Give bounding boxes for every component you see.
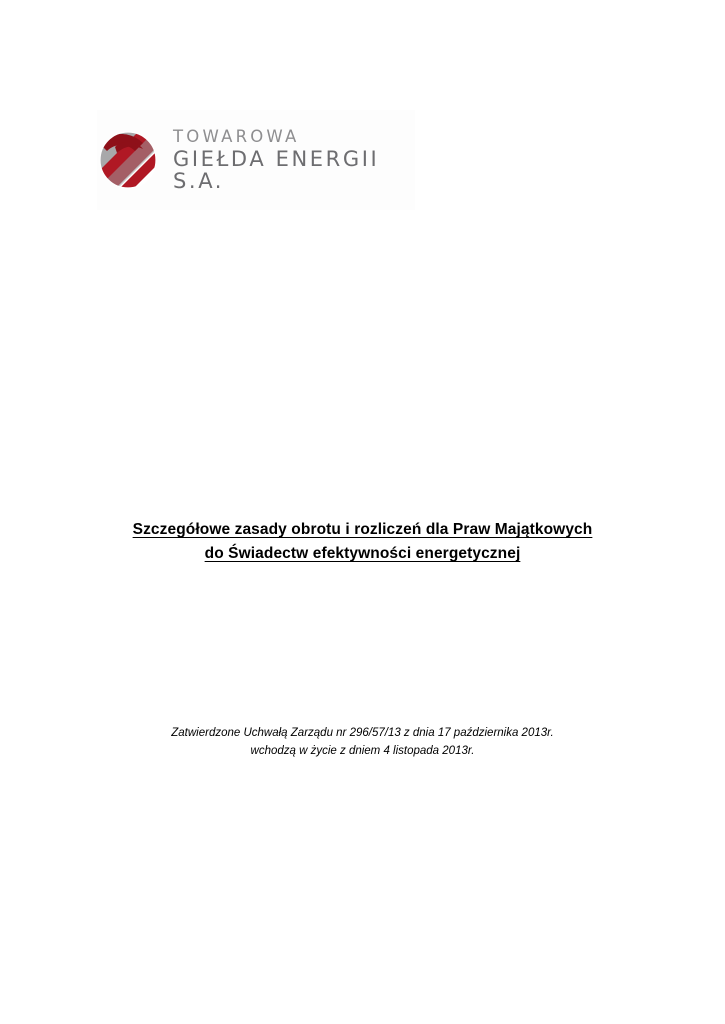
page-title [88,518,637,566]
company-name-line1: TOWAROWA [173,127,300,147]
approval-note [88,724,637,761]
company-logo-text [173,128,415,191]
company-logo [97,110,415,210]
approval-note-line1: Zatwierdzone Uchwałą Zarządu nr 296/57/13 z dnia 17 października 2013r. [171,727,554,739]
page-title-line1: Szczegółowe zasady obrotu i rozliczeń dla Praw Majątkowych [132,521,593,538]
tge-globe-logo-icon [97,129,159,191]
company-name-line2: GIEŁDA ENERGII S.A. [173,146,380,193]
page-title-line2: do Świadectw efektywności energetycznej [204,545,521,563]
approval-note-line2: wchodzą w życie z dniem 4 listopada 2013r. [250,745,475,758]
